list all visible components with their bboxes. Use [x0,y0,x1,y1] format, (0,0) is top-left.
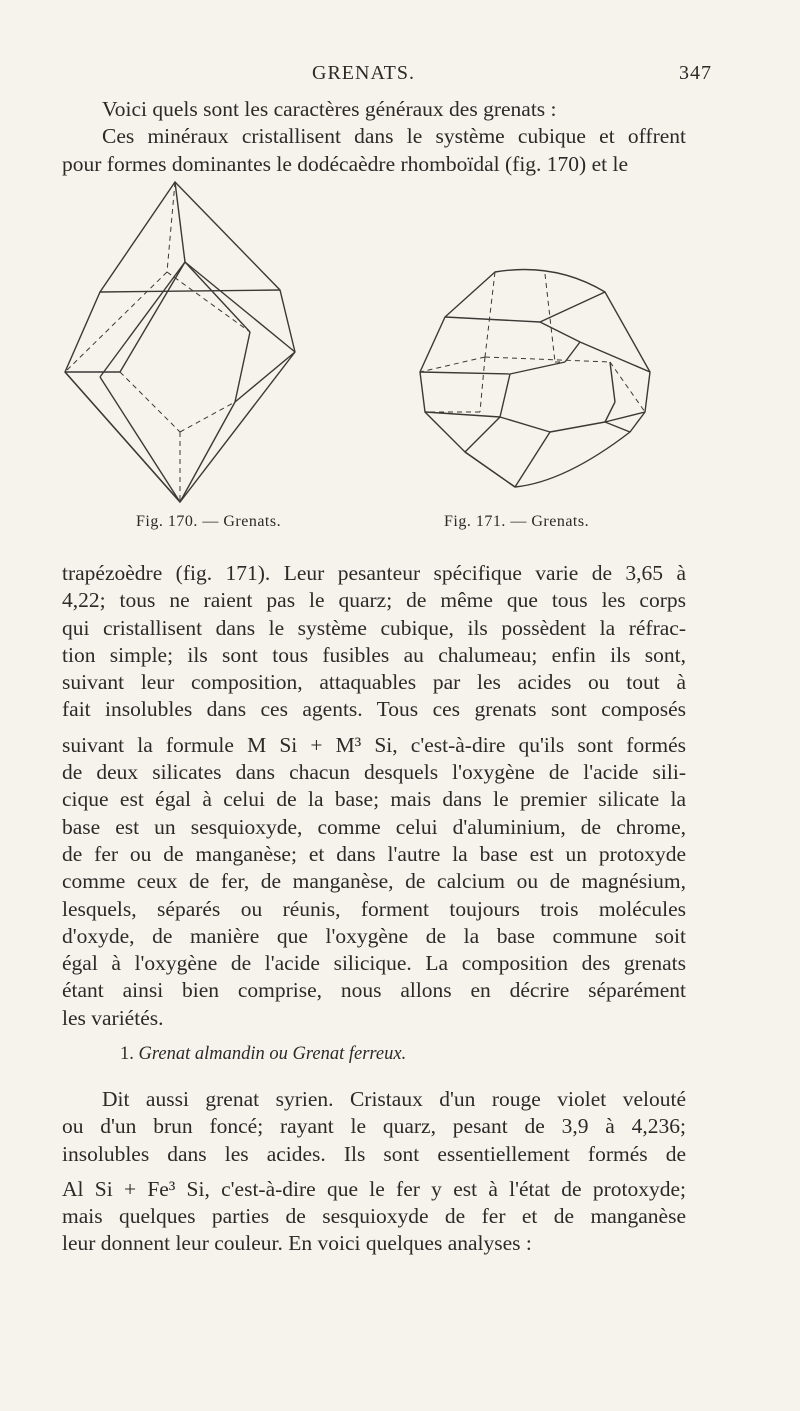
section-number: 1. [120,1044,134,1064]
text-line: égal à l'oxygène de l'acide silicique. La composition des grenats [62,951,686,976]
text-line: qui cristallisent dans le système cubique, ils possèdent la réfrac- [62,615,686,640]
text-line: fait insolubles dans ces agents. Tous ces grenats sont composés [62,697,686,722]
text-line: mais quelques parties de sesquioxyde de fer et de manganèse [62,1204,686,1229]
text-line: cique est égal à celui de la base; mais dans le premier silicate la [62,787,686,812]
text-line: de deux silicates dans chacun desquels l'oxygène de l'acide sili- [62,760,686,785]
text-line: pour formes dominantes le dodécaèdre rhomboïdal (fig. 170) et le [62,151,628,176]
figure-170-caption: Fig. 170. — Grenats. [136,513,282,530]
section-paragraph [62,1086,686,1258]
text-line: 4,22; tous ne raient pas le quarz; de même que tous les corps [62,588,686,613]
text-line: ou d'un brun foncé; rayant le quarz, pesant de 3,9 à 4,236; [62,1114,686,1139]
figure-171-trapezohedron [405,262,665,492]
text-line: leur donnent leur couleur. En voici quelques analyses : [62,1231,532,1256]
text-line: les variétés. [62,1005,164,1030]
text-line: d'oxyde, de manière que l'oxygène de la base commune soit [62,923,686,948]
text-line: comme ceux de fer, de manganèse, de calcium ou de magnésium, [62,869,686,894]
formula-line: Al Si + Fe³ Si, c'est-à-dire que le fer y est à l'état de protoxyde; [62,1176,686,1201]
body-paragraph [62,560,686,1032]
page-number: 347 [679,62,712,84]
running-head-title: GRENATS. [312,62,416,84]
text-line: lesquels, séparés ou réunis, forment toujours trois molécules [62,896,686,921]
text-line: de fer ou de manganèse; et dans l'autre la base est un protoxyde [62,841,686,866]
section-heading [120,1044,406,1065]
text-line: tion simple; ils sont tous fusibles au chalumeau; enfin ils sont, [62,642,686,667]
text-line: insolubles dans les acides. Ils sont essentiellement formés de [62,1141,686,1166]
text-line: trapézoèdre (fig. 171). Leur pesanteur spécifique varie de 3,65 à [62,561,686,585]
text-line: Voici quels sont les caractères généraux des grenats : [102,97,557,121]
text-line: étant ainsi bien comprise, nous allons en décrire séparément [62,978,686,1003]
figure-171-caption: Fig. 171. — Grenats. [444,513,590,530]
text-line: Ces minéraux cristallisent dans le système cubique et offrent [102,124,686,149]
text-line: suivant leur composition, attaquables par les acides ou tout à [62,670,686,695]
text-line: Dit aussi grenat syrien. Cristaux d'un rouge violet velouté [102,1087,686,1111]
formula-line: suivant la formule M Si + M³ Si, c'est-à-dire qu'ils sont formés [62,732,686,757]
figure-170-rhombic-dodecahedron [55,172,315,512]
intro-paragraph [62,96,686,178]
text-line: base est un sesquioxyde, comme celui d'aluminium, de chrome, [62,814,686,839]
section-title: Grenat almandin ou Grenat ferreux. [138,1044,407,1064]
